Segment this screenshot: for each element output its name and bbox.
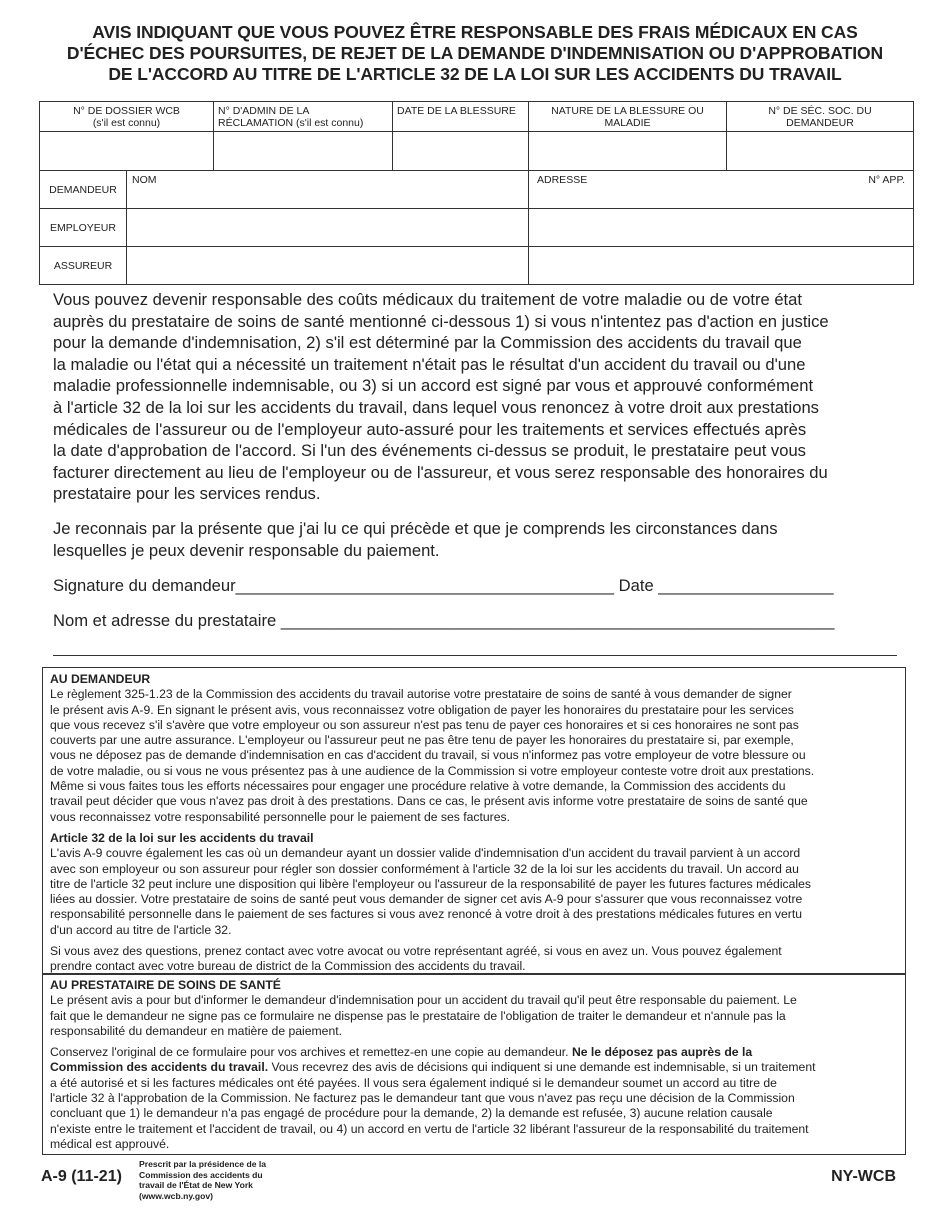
text-line: vous ne déposez pas de demande d'indemnisation en cas d'accident du travail, si vous n'informez pas votre employeur de votre blessure ou [50,748,806,763]
injury-date-field[interactable] [393,132,529,171]
agency-code: NY-WCB [831,1168,896,1185]
row-label-employer: EMPLOYEUR [40,209,127,247]
text-line: responsabilité personnelle dans le paiement de ses factures si vous avez renoncé à votre droit à des prestations médicales futures en vertu [50,907,802,922]
text-line: Si vous avez des questions, prenez contact avec votre avocat ou votre représentant agréé, si vous en avez un. Vous pouvez également [50,944,782,959]
provider-address-blank-line[interactable] [53,655,897,656]
text-line: la maladie ou l'état qui a nécessité un traitement n'était pas le résultat d'un accident du travail ou d'une [53,354,806,374]
claimant-name-field[interactable] [127,171,529,209]
text-line: titre de l'article 32 peut inclure une disposition qui libère l'employeur ou l'assureur de la responsabilité de payer les futures factures médicales [50,876,811,891]
text-line: travail peut décider que vous n'avez pas droit à des prestations. Dans ce cas, le présent avis informe votre prestataire de soins de santé que [50,794,808,809]
text-line: que vous recevez s'il s'avère que votre employeur ou son assureur n'est pas tenu de payer ces honoraires et si ces honoraires ne sont pas [50,717,799,732]
injury-date-header: DATE DE LA BLESSURE [393,102,529,132]
text-line: facturer directement au lieu de l'employeur ou de l'assureur, et vous serez responsable des honoraires du [53,462,828,482]
wcb-case-number-header: N° DE DOSSIER WCB (s'il est connu) [40,102,214,132]
text-line: fait que le demandeur ne signe pas ce formulaire ne dispense pas le prestataire de l'obligation de traiter le demandeur et n'annule pas la [50,1008,786,1023]
title-line: AVIS INDIQUANT QUE VOUS POUVEZ ÊTRE RESPONSABLE DES FRAIS MÉDICAUX EN CAS [92,22,858,42]
text-line: prestataire pour les services rendus. [53,484,321,504]
box-subheading: Article 32 de la loi sur les accidents du travail [50,830,314,845]
liability-paragraph [53,289,903,505]
text-line: à l'article 32 de la loi sur les accidents du travail, dans lequel vous renoncez à votre droit aux prestations [53,397,819,417]
text-line: Vous pouvez devenir responsable des coûts médicaux du traitement de votre maladie ou de votre état [53,290,803,309]
text-line: responsabilité du demandeur en matière de paiement. [50,1023,343,1038]
text-line: maladie professionnelle indemnisable, ou 3) si un accord est signé par vous et approuvé conformément [53,376,814,396]
apt-label: N° APP. [868,174,906,186]
injury-nature-field[interactable] [529,132,727,171]
text-line: n'existe entre le traitement et l'accident de travail, ou 4) un accord en vertu de l'article 32 libérant l'assureur de la responsabilité du traitement [50,1121,809,1136]
text-line: prendre contact avec votre bureau de district de la Commission des accidents du travail. [50,959,526,974]
text-line: Commission des accidents du travail. Vous recevrez des avis de décisions qui indiquent si une demande est indemnisable, si un traitement [50,1060,816,1075]
text-line: lesquelles je peux devenir responsable du paiement. [53,540,440,560]
insurer-name-field[interactable] [127,247,529,285]
text-line: de votre maladie, ou si vous ne vous présentez pas à une audience de la Commission si votre employeur conteste votre droit aux prestations. [50,763,815,778]
text-line: concluant que 1) le demandeur n'a pas engagé de procédure pour la demande, 2) la demande est refusée, 3) aucune relation causale [50,1106,773,1121]
form-title [20,22,930,85]
provider-name-address-line[interactable]: Nom et adresse du prestataire ____________________________________________________________ [53,611,835,630]
acknowledgement-paragraph [53,518,903,561]
text-line: l'article 32 à l'approbation de la Commission. Ne facturez pas le demandeur tant que vous n'avez pas reçu une décision de la Commission [50,1091,795,1106]
text-line: d'un accord au titre de l'article 32. [50,922,232,937]
text-line: avec son employeur ou son assureur pour régler son dossier conformément à l'article 32 de la loi sur les accidents du travail. Un accord au [50,861,799,876]
prescribed-note: Prescrit par la présidence de la Commission des accidents du travail de l'État de New York (www.wcb.ny.gov) [139,1159,267,1201]
text-line: Je reconnais par la présente que j'ai lu ce qui précède et que je comprends les circonstances dans [53,519,778,538]
text-line: Le règlement 325-1.23 de la Commission des accidents du travail autorise votre prestataire de soins de santé à vous demander de signer [50,687,792,702]
admin-number-header: N° D'ADMIN DE LA RÉCLAMATION (s'il est connu) [214,102,393,132]
admin-number-field[interactable] [214,132,393,171]
text-line: pour la demande d'indemnisation, 2) s'il est déterminé par la Commission des accidents du travail que [53,333,802,353]
text-line: liées au dossier. Votre prestataire de soins de santé peut vous demander de signer cet avis A-9 pour s'assurer que vous reconnaissez votre [50,892,803,907]
signature-line[interactable]: Signature du demandeur_________________________________________ Date ___________________ [53,576,834,595]
box-heading: AU DEMANDEUR [50,672,151,686]
wcb-case-number-field[interactable] [40,132,214,171]
text-line: a été autorisé et si les factures médicales ont été payées. Il vous sera également indiqué si le demandeur soumet un accord au titre de [50,1075,777,1090]
claimant-info-box [42,667,906,974]
injury-nature-header: NATURE DE LA BLESSURE OU MALADIE [529,102,727,132]
text-line: couverts par une autre assurance. L'employeur ou l'assureur peut ne pas être tenu de payer les honoraires du prestataire si, par exemple, [50,733,794,748]
title-line: D'ÉCHEC DES POURSUITES, DE REJET DE LA DEMANDE D'INDEMNISATION OU D'APPROBATION [66,43,884,63]
row-label-insurer: ASSUREUR [40,247,127,285]
text-line: médicales de l'assureur ou de l'employeur auto-assuré pour les traitements et services effectués après [53,419,807,439]
employer-name-field[interactable] [127,209,529,247]
text-line: L'avis A-9 couvre également les cas où un demandeur ayant un dossier valide d'indemnisation d'un accident du travail parvient à un accord [50,846,801,861]
title-line: DE L'ACCORD AU TITRE DE L'ARTICLE 32 DE LA LOI SUR LES ACCIDENTS DU TRAVAIL [108,64,842,84]
text-line: auprès du prestataire de soins de santé mentionné ci-dessous 1) si vous n'intentez pas d'action en justice [53,311,829,331]
row-label-claimant: DEMANDEUR [40,171,127,209]
ssn-field[interactable] [727,132,914,171]
claimant-address-field[interactable] [529,171,914,209]
text-line: vous reconnaissez votre responsabilité personnelle pour le paiement de ses factures. [50,809,511,824]
claim-info-table [39,101,914,285]
name-label: NOM [132,174,157,186]
form-code: A-9 (11-21) [41,1168,122,1185]
text-line: la date d'approbation de l'accord. Si l'un des événements ci-dessus se produit, le prestataire peut vous [53,441,806,461]
box-heading: AU PRESTATAIRE DE SOINS DE SANTÉ [50,978,281,992]
text-line: médical est approuvé. [50,1136,170,1151]
text-line: le présent avis A-9. En signant le présent avis, vous reconnaissez votre obligation de payer les honoraires du prestataire pour les services [50,702,794,717]
text-line: Même si vous faites tous les efforts nécessaires pour engager une procédure relative à votre demande, la Commission des accidents du [50,779,786,794]
employer-address-field[interactable] [529,209,914,247]
text-line: Le présent avis a pour but d'informer le demandeur d'indemnisation pour un accident du travail qu'il peut être responsable du paiement. Le [50,993,797,1008]
insurer-address-field[interactable] [529,247,914,285]
ssn-header: N° DE SÉC. SOC. DU DEMANDEUR [727,102,914,132]
provider-info-box [42,974,906,1155]
text-line: Conservez l'original de ce formulaire pour vos archives et remettez-en une copie au demandeur. Ne le déposez pas auprès de la [50,1045,753,1060]
address-label: ADRESSE [537,174,588,186]
